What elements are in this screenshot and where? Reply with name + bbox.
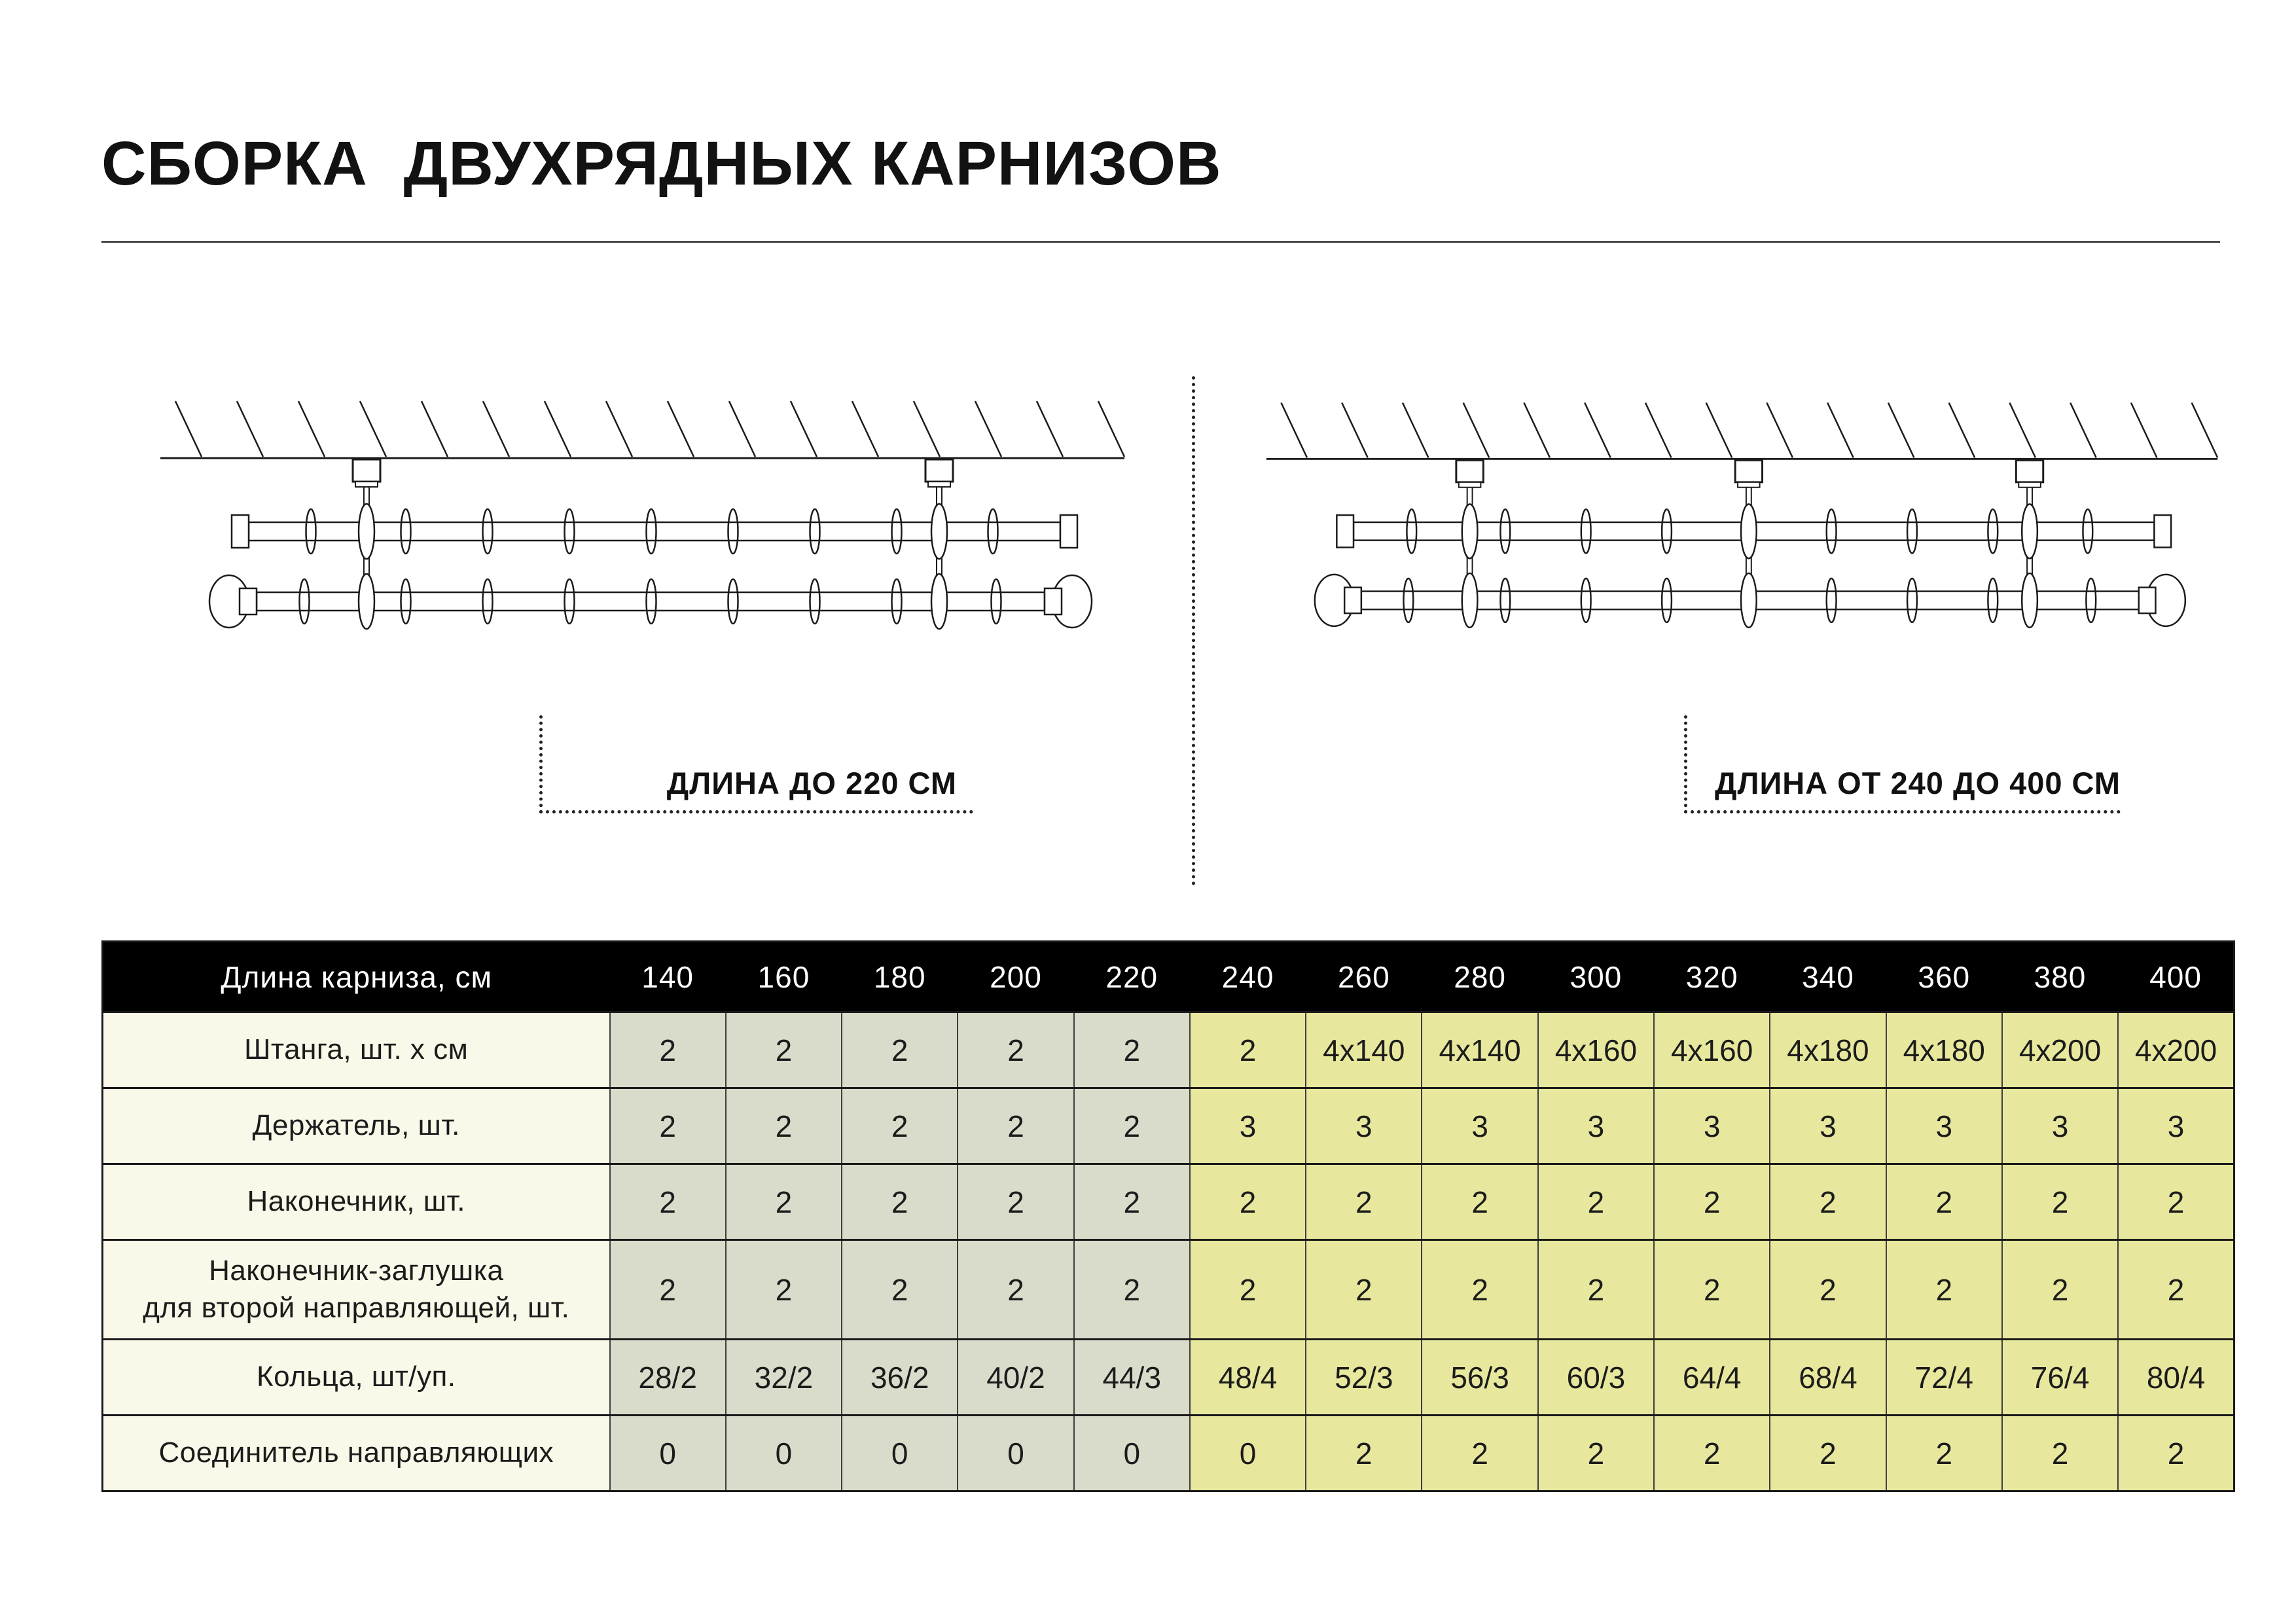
cell: 2 — [726, 1088, 842, 1164]
cell: 60/3 — [1538, 1340, 1654, 1416]
cell: 3 — [1654, 1088, 1770, 1164]
cell: 2 — [1422, 1416, 1537, 1491]
header-label: Длина карниза, см — [103, 942, 610, 1012]
cell: 2 — [726, 1012, 842, 1088]
cell: 64/4 — [1654, 1340, 1770, 1416]
row-label: Соединитель направляющих — [103, 1416, 610, 1491]
cell: 36/2 — [842, 1340, 958, 1416]
table-row — [103, 1088, 2234, 1164]
cell: 2 — [1770, 1416, 1886, 1491]
cell: 2 — [1190, 1240, 1306, 1340]
cell: 2 — [1538, 1164, 1654, 1240]
bottom-rod — [1315, 573, 2185, 628]
cell: 2 — [1074, 1164, 1190, 1240]
cell: 68/4 — [1770, 1340, 1886, 1416]
cell: 76/4 — [2002, 1340, 2118, 1416]
parts-table — [101, 940, 2235, 1492]
row-label: Штанга, шт. х см — [103, 1012, 610, 1088]
cell: 80/4 — [2118, 1340, 2234, 1416]
cell: 3 — [1538, 1088, 1654, 1164]
cell: 4x180 — [1886, 1012, 2002, 1088]
title-divider — [101, 241, 2220, 243]
cell: 3 — [1770, 1088, 1886, 1164]
cell: 2 — [1886, 1164, 2002, 1240]
cell: 3 — [1886, 1088, 2002, 1164]
cell: 2 — [842, 1164, 958, 1240]
cell: 0 — [958, 1416, 1073, 1491]
top-rod — [232, 504, 1077, 559]
cornice-diagram-short — [151, 399, 1132, 645]
cell: 2 — [1538, 1240, 1654, 1340]
diagram-divider — [1192, 376, 1195, 885]
cell: 2 — [1538, 1416, 1654, 1491]
cell: 2 — [958, 1164, 1073, 1240]
cell: 72/4 — [1886, 1340, 2002, 1416]
col-header: 360 — [1886, 942, 2002, 1012]
caption-long: ДЛИНА ОТ 240 ДО 400 СМ — [1715, 766, 2121, 800]
col-header: 380 — [2002, 942, 2118, 1012]
cell: 2 — [2118, 1240, 2234, 1340]
cell: 2 — [1886, 1240, 2002, 1340]
cell: 2 — [2002, 1164, 2118, 1240]
col-header: 300 — [1538, 942, 1654, 1012]
cell: 2 — [842, 1012, 958, 1088]
table-row — [103, 1164, 2234, 1240]
cell: 2 — [1422, 1240, 1537, 1340]
ceiling-hatching — [1266, 402, 2217, 459]
cell: 48/4 — [1190, 1340, 1306, 1416]
cell: 4x200 — [2118, 1012, 2234, 1088]
col-header: 200 — [958, 942, 1073, 1012]
cell: 2 — [2118, 1416, 2234, 1491]
cell: 4x180 — [1770, 1012, 1886, 1088]
cell: 0 — [1190, 1416, 1306, 1491]
cell: 0 — [842, 1416, 958, 1491]
col-header: 240 — [1190, 942, 1306, 1012]
cell: 2 — [726, 1164, 842, 1240]
cell: 3 — [1190, 1088, 1306, 1164]
cell: 3 — [2118, 1088, 2234, 1164]
cell: 3 — [1306, 1088, 1422, 1164]
col-header: 320 — [1654, 942, 1770, 1012]
cell: 28/2 — [610, 1340, 726, 1416]
cell: 2 — [1886, 1416, 2002, 1491]
cell: 2 — [610, 1240, 726, 1340]
cell: 2 — [958, 1012, 1073, 1088]
page-title: СБОРКА ДВУХРЯДНЫХ КАРНИЗОВ — [101, 129, 1222, 198]
col-header: 160 — [726, 942, 842, 1012]
row-label: Наконечник, шт. — [103, 1164, 610, 1240]
cell: 3 — [1422, 1088, 1537, 1164]
caption-long-box — [1684, 715, 2121, 813]
cell: 4x140 — [1306, 1012, 1422, 1088]
cell: 56/3 — [1422, 1340, 1537, 1416]
cell: 2 — [958, 1240, 1073, 1340]
bottom-rod — [209, 574, 1092, 629]
col-header: 260 — [1306, 942, 1422, 1012]
cell: 4x140 — [1422, 1012, 1537, 1088]
col-header: 220 — [1074, 942, 1190, 1012]
cell: 2 — [1654, 1240, 1770, 1340]
cell: 2 — [842, 1088, 958, 1164]
cell: 2 — [1654, 1164, 1770, 1240]
cell: 2 — [2002, 1416, 2118, 1491]
cell: 40/2 — [958, 1340, 1073, 1416]
cell: 0 — [610, 1416, 726, 1491]
cell: 2 — [958, 1088, 1073, 1164]
cell: 2 — [842, 1240, 958, 1340]
cell: 2 — [1074, 1240, 1190, 1340]
cell: 2 — [1074, 1012, 1190, 1088]
cell: 2 — [726, 1240, 842, 1340]
table-row — [103, 1340, 2234, 1416]
cell: 2 — [2118, 1164, 2234, 1240]
cell: 2 — [1306, 1164, 1422, 1240]
cell: 2 — [1306, 1416, 1422, 1491]
cell: 0 — [1074, 1416, 1190, 1491]
cell: 32/2 — [726, 1340, 842, 1416]
header-row — [103, 942, 2234, 1012]
cornice-diagram-long — [1257, 399, 2225, 645]
caption-short-box — [539, 715, 973, 813]
table-row — [103, 1416, 2234, 1491]
cell: 2 — [610, 1088, 726, 1164]
cell: 2 — [1306, 1240, 1422, 1340]
col-header: 340 — [1770, 942, 1886, 1012]
cell: 4x160 — [1538, 1012, 1654, 1088]
col-header: 180 — [842, 942, 958, 1012]
top-rod — [1336, 504, 2171, 558]
cell: 2 — [1190, 1164, 1306, 1240]
cell: 44/3 — [1074, 1340, 1190, 1416]
cell: 4x200 — [2002, 1012, 2118, 1088]
row-label: Держатель, шт. — [103, 1088, 610, 1164]
cell: 0 — [726, 1416, 842, 1491]
cell: 2 — [610, 1164, 726, 1240]
cell: 2 — [1654, 1416, 1770, 1491]
ceiling-hatching — [160, 401, 1124, 458]
table-row — [103, 1012, 2234, 1088]
col-header: 400 — [2118, 942, 2234, 1012]
cell: 2 — [1422, 1164, 1537, 1240]
cell: 2 — [2002, 1240, 2118, 1340]
cell: 52/3 — [1306, 1340, 1422, 1416]
col-header: 140 — [610, 942, 726, 1012]
caption-short: ДЛИНА ДО 220 СМ — [666, 766, 957, 800]
cell: 2 — [1190, 1012, 1306, 1088]
cell: 2 — [1770, 1240, 1886, 1340]
cell: 3 — [2002, 1088, 2118, 1164]
cell: 2 — [1770, 1164, 1886, 1240]
col-header: 280 — [1422, 942, 1537, 1012]
cell: 4x160 — [1654, 1012, 1770, 1088]
cell: 2 — [610, 1012, 726, 1088]
row-label: Кольца, шт/уп. — [103, 1340, 610, 1416]
cell: 2 — [1074, 1088, 1190, 1164]
row-label: Наконечник-заглушка для второй направляющей, шт. — [103, 1240, 610, 1340]
table-row — [103, 1240, 2234, 1340]
